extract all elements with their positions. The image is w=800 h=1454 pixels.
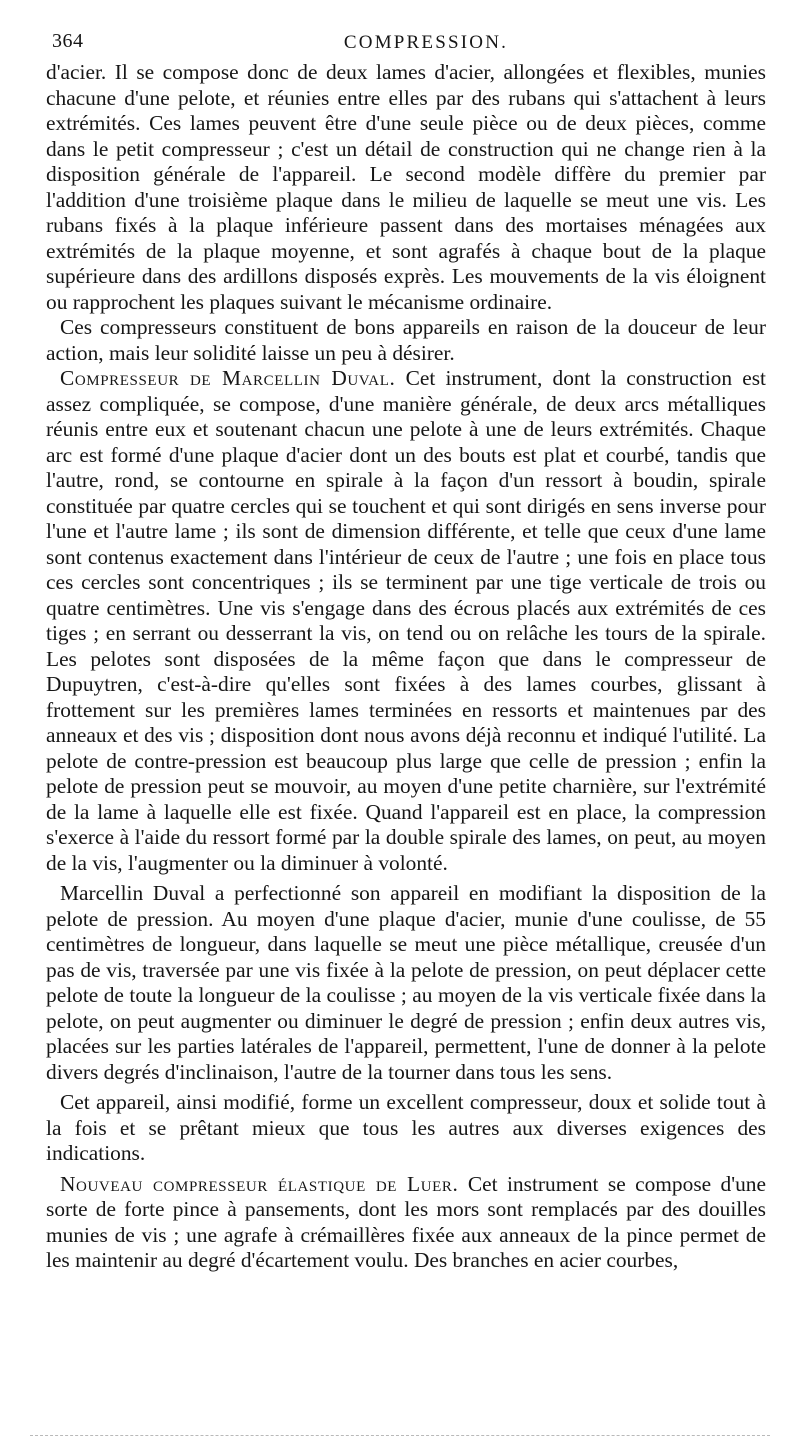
section-heading: Compresseur de Marcellin Duval. xyxy=(60,366,396,390)
footer-rule xyxy=(30,1435,770,1436)
paragraph-text: d'acier. Il se compose donc de deux lames d'acier, allongées et flexibles, munies chacune d'une pelote, et réunies entre elles par des rubans qui s'attachent à leurs extrémités. Ces lames peuvent être d'une seule pièce ou de deux pièces, comme dans le petit compresseur ; c'est un détail de construction qui ne change rien à la disposition générale de l'appareil. Le second modèle diffère du premier par l'addition d'une troisième plaque dans le milieu de laquelle se meut une vis. Les rubans fixés à la plaque inférieure passent dans des mortaises ménagées aux extrémités de la plaque moyenne, et sont agrafés à chaque bout de la plaque supérieure dans des ardillons disposés exprès. Les mouvements de la vis éloignent ou rapprochent les plaques suivant le mécanisme ordinaire. xyxy=(46,60,766,314)
body-text xyxy=(46,60,766,1274)
paragraph-text: Cet instrument se compose d'une sorte de forte pince à pansements, dont les mors sont remplacés par des douilles munies de vis ; une agrafe à crémaillères fixée aux anneaux de la pince permet de les maintenir au degré d'écartement voulu. Des branches en acier courbes, xyxy=(46,1171,766,1272)
page-number: 364 xyxy=(52,30,84,52)
paragraph xyxy=(46,881,766,1085)
paragraph-continued xyxy=(46,60,766,315)
section-heading: Nouveau compresseur élastique de Luer. xyxy=(60,1171,459,1196)
running-head xyxy=(46,22,766,60)
paragraph-text: Cet appareil, ainsi modifié, forme un excellent compresseur, doux et solide tout à la fois et se prêtant mieux que tous les autres aux diverses exigences des indications. xyxy=(46,1090,766,1165)
paragraph xyxy=(46,1090,766,1167)
book-page xyxy=(46,22,766,1432)
paragraph-text: Ces compresseurs constituent de bons appareils en raison de la douceur de leur action, mais leur solidité laisse un peu à désirer. xyxy=(46,315,766,365)
paragraph-luer xyxy=(46,1172,766,1274)
paragraph-text: Cet instrument, dont la construction est assez compliquée, se compose, d'une manière générale, de deux arcs métalliques réunis entre eux et soutenant chacun une pelote à une de leurs extrémités. Chaque arc est formé d'une plaque d'acier dont un des bouts est plat et courbé, tandis que l'autre, rond, se contourne en spirale à la façon d'un ressort à boudin, spirale constituée par quatre cercles qui se touchent et qui sont dirigés en sens inverse pour l'une et l'autre lame ; ils sont de dimension différente, et telle que ceux d'une lame sont contenus exactement dans l'intérieur de ceux de l'autre ; une fois en place tous ces cercles sont concentriques ; ils se terminent par une tige verticale de trois ou quatre centimètres. Une vis s'engage dans des écrous placés aux extrémités de ces tiges ; en serrant ou desserrant la vis, on tend ou on relâche les tours de la spirale. Les pelotes sont disposées de la même façon que dans le compresseur de Dupuytren, c'est-à-dire qu'elles sont fixées à des lames courbes, glissant à frottement sur les premières lames terminées en ressorts et maintenues par des anneaux et des vis ; disposition dont nous avons déjà reconnu et indiqué l'utilité. La pelote de contre-pression est beaucoup plus large que celle de pression ; enfin la pelote de pression peut se mouvoir, au moyen d'une petite charnière, sur l'extrémité de la lame à laquelle elle est fixée. Quand l'appareil est en place, la compression s'exerce à l'aide du ressort formé par la double spirale des lames, on peut, au moyen de la vis, l'augmenter ou la diminuer à volonté. xyxy=(46,366,766,875)
paragraph-duval xyxy=(46,366,766,876)
running-title: COMPRESSION. xyxy=(343,32,509,53)
paragraph-text: Marcellin Duval a perfectionné son appareil en modifiant la disposition de la pelote de pression. Au moyen d'une plaque d'acier, munie d'une coulisse, de 55 centimètres de longueur, dans laquelle se meut une pièce métallique, creusée d'un pas de vis, traversée par une vis fixée à la pelote de pression, on peut déplacer cette pelote de toute la longueur de la coulisse ; au moyen de la vis verticale fixée dans la pelote, on peut augmenter ou diminuer le degré de pression ; enfin deux autres vis, placées sur les parties latérales de l'appareil, permettent, l'une de donner à la pelote divers degrés d'inclinaison, l'autre de la tourner dans tous les sens. xyxy=(46,881,766,1084)
paragraph xyxy=(46,315,766,366)
